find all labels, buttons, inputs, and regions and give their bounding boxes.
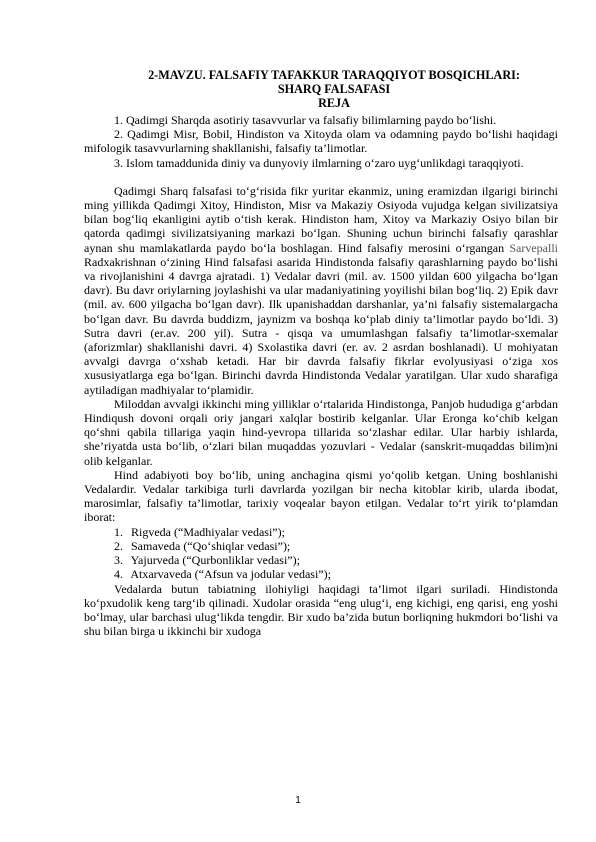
paragraph-aryans: Miloddan avvalgi ikkinchi ming yilliklar o‘rtalarida Hindistonga, Panjob hududiga g‘arbdan Hindiqush dovoni orqali oriy jangari xalqlar bostirib kelganlar. Ular Eronga ko‘chib kelgan qo‘shni qabila tillariga yaqin hind-yevropa tillarida so‘zlashar edilar. Ular harbiy ishlarda, she’riyatda usta bo‘lib, o‘zlari bilan muqaddas yozuvlari - Vedalar (sanskrit-muqaddas bilim)ni olib kelganlar.	[84, 396, 558, 468]
document-body	[84, 113, 558, 638]
page-number: 1	[295, 795, 301, 806]
plan-item-1: 1. Qadimgi Sharqda asotiriy tasavvurlar va falsafiy bilimlarning paydo bo‘lishi.	[114, 113, 497, 127]
paragraph-vedas: Hind adabiyoti boy bo‘lib, uning anchagina qismi yo‘qolib ketgan. Uning boshlanishi Vedalardir. Vedalar tarkibiga turli davrlarda yozilgan bir necha kitoblar kirib, ularda ibodat, marosimlar, falsafiy ta’limotlar, tarixiy voqealar bayon etilgan. Vedalar to‘rt yirik to‘plamdan iborat:	[84, 467, 558, 525]
paragraph-intro-start: Qadimgi Sharq falsafasi to‘g‘risida fikr yuritar ekanmiz, uning eramizdan ilgarigi birinchi ming yillikda Qadimgi Xitoy, Hindiston, Misr va Makaziy Osiyoda vujudga kelgan sivilizatsiya bilan bog‘liq ekanligini aytib o‘tish kerak. Hindiston ham, Xitoy va Markaziy Osiyo bilan bir qatorda qadimgi sivilizatsiyaning markazi bo‘lgan. Shuning uchun birinchi falsafiy qarashlar aynan shu mamlakatlarda paydo bo‘la boshlagan. Hind falsafiy merosini o‘rgangan	[84, 183, 558, 255]
paragraph-intro	[84, 184, 558, 397]
plan-heading: REJA	[318, 96, 350, 110]
list-item: 1. Rigveda (“Madhiyalar vedasi”);	[114, 524, 285, 539]
list-item: 3. Yajurveda (“Qurbonliklar vedasi”);	[114, 553, 300, 568]
plan-item-2: 2. Qadimgi Misr, Bobil, Hindiston va Xitoyda olam va odamning paydo bo‘lishi haqidagi mifologik tasavvurlarning shakllanishi, falsafiy ta’limotlar.	[84, 127, 558, 156]
list-item: 4. Atxarvaveda (“Afsun va jodular vedasi”);	[114, 567, 331, 582]
topic-title: 2-MAVZU. FALSAFIY TAFAKKUR TARAQQIYOT BOSQICHLARI:	[148, 68, 520, 82]
paragraph-intro-end: Radxakrishnan o‘zining Hind falsafasi asarida Hindistonda falsafiy qarashlarning paydo bo‘lishi va rivojlanishini 4 davrga ajratadi. 1) Vedalar davri (mil. av. 1500 yildan 600 yilgacha bo‘lgan davr). Bu davr oriylarning joylashishi va ular madaniyatining yoyilishi bilan bog‘liq. 2) Epik davr (mil. av. 600 yilgacha bo‘lgan davr). Ilk upanishaddan darshanlar, ya’ni falsafiy sistemalargacha bo‘lgan davr. Bu davrda buddizm, jaynizm va boshqa ko‘plab diniy ta’limotlar paydo bo‘ldi. 3) Sutra davri (er.av. 200 yil). Sutra - qisqa va umumlashgan falsafiy ta’limotlar-sxemalar (aforizmlar) shakllanishi davri. 4) Sxolastika davri (er. av. 2 asrdan boshlanadi). U mohiyatan avvalgi davrga o‘xshab ketadi. Har bir davrda falsafiy fikrlar evolyusiyasi o‘ziga xos xususiyatlarga ega bo‘lgan. Birinchi davrda Hindistonda Vedalar yaratilgan. Ular xudo sharafiga aytiladigan madhiyalar to‘plamidir.	[84, 254, 558, 397]
paragraph-deities: Vedalarda butun tabiatning ilohiyligi haqidagi ta’limot ilgari suriladi. Hindistonda ko‘pxudolik keng targ‘ib qilinadi. Xudolar orasida “eng ulug‘i, eng kichigi, eng qarisi, eng yoshi bo‘lmay, ular barchasi ulug‘likda tengdir. Bir xudo ba’zida butun borliqning hukmdori bo‘lishi va shu bilan birga u ikkinchi bir xudoga	[84, 581, 558, 639]
list-item: 2. Samaveda (“Qo‘shiqlar vedasi”);	[114, 538, 291, 553]
plan-item-3: 3. Islom tamaddunida diniy va dunyoviy ilmlarning o‘zaro uyg‘unlikdagi taraqqiyoti.	[114, 155, 524, 170]
highlighted-name: Sarvepalli	[509, 240, 558, 255]
topic-subtitle: SHARQ FALSAFASI	[277, 82, 391, 96]
vedas-list	[84, 525, 558, 582]
